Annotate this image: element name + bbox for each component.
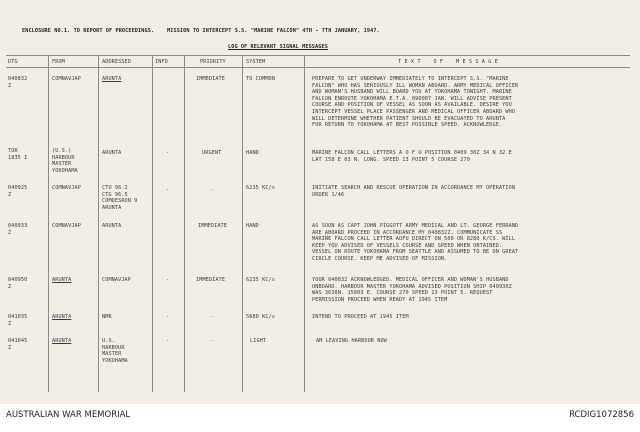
row-dtg: 041045 Z — [8, 338, 28, 351]
row-info: - — [166, 338, 170, 344]
row-system: 6235 KC/s — [246, 277, 276, 283]
row-addressed: ARUNTA — [102, 223, 122, 229]
row-addressed: ARUNTA — [102, 76, 122, 82]
row-from: COMNAVJAP — [52, 76, 82, 82]
row-priority: - — [210, 187, 214, 193]
row-system: HAND — [246, 223, 259, 229]
row-priority: IMMEDIATE — [196, 76, 226, 82]
row-system: HAND — [246, 150, 259, 156]
row-system: LIGHT — [250, 338, 267, 344]
row-from: (U.S.) HARBOUR MASTER YOKOHAMA — [52, 148, 78, 174]
row-system: 5680 KC/s — [246, 314, 276, 320]
heading-line-1: ENCLOSURE NO.1. TO REPORT OF PROCEEDINGS. MISSION TO INTERCEPT S.S. "MARINE FALCON" 4TH - 7TH JANUARY, 1947. — [22, 28, 380, 34]
row-info: - — [166, 187, 170, 193]
column-divider — [48, 55, 49, 392]
row-priority: URGENT — [202, 150, 222, 156]
column-divider — [184, 55, 185, 392]
row-priority: IMMEDIATE — [196, 277, 226, 283]
row-message-text: INITIATE SEARCH AND RESCUE OPERATION IN ACCORDANCE MY OPERATION ORDER 1/46 — [312, 185, 516, 198]
row-message-text: AS SOON AS CAPT JOHN PIGGOTT ARMY MEDICAL AND LT. GEORGE FERRAND ARE ABOARD PROCEED IN ACCORDANCE MY 040832Z. COMMUNICATE SS MARINE FALCON CALL LETTER AOFU DIRECT ON 500 OR 8280 K/CS. WILL KEEP YOU ADVISED OF VESSELS COURSE AND SPEED WHEN OBTAINED. VESSEL ON ROUTE YOKOHAMA FROM SEATTLE AND ASSUMED TO BE ON GREAT CIRCLE COURSE. KEEP ME ADVISED OF MISSION. — [312, 223, 519, 262]
footer-credit: AUSTRALIAN WAR MEMORIAL — [6, 410, 131, 420]
row-from: ARUNTA — [52, 277, 72, 283]
header-bottom-rule — [6, 67, 630, 68]
column-divider — [242, 55, 243, 392]
row-priority: - — [210, 314, 214, 320]
footer-record-id: RCDIG1072856 — [569, 410, 634, 420]
row-message-text: YOUR 040832 ACKNOWLEDGED. MEDICAL OFFICER AND WOMAN'S HUSBAND ONBOARD. HARBOUR MASTER YOKOHAMA ADVISED POSITION SHIP 040930Z WAS 3638N. 15803 E. COURSE 270 SPEED 13 POINT 5. REQUEST PERMISSION PROCEED WHEN READY AT 1945 ITEM — [312, 277, 512, 303]
row-priority: - — [210, 338, 214, 344]
column-divider — [152, 55, 153, 392]
col-header-system: SYSTEM — [246, 59, 266, 65]
row-message-text: AM LEAVING HARBOUR NOW — [316, 338, 387, 344]
col-header-priority: PRIORITY — [200, 59, 226, 65]
row-info: - — [166, 314, 170, 320]
row-addressed: U.S. HARBOUR MASTER YOKOHAMA — [102, 338, 128, 364]
heading-line-2: LOG OF RELEVANT SIGNAL MESSAGES — [228, 44, 328, 50]
row-message-text: INTEND TO PROCEED AT 1945 ITEM — [312, 314, 409, 320]
row-from: COMNAVJAP — [52, 223, 82, 229]
row-from: COMNAVJAP — [52, 185, 82, 191]
row-dtg: TOR 1835 I — [8, 148, 28, 161]
row-priority: IMMEDIATE — [198, 223, 228, 229]
row-addressed: COMNAVJAP — [102, 277, 132, 283]
row-dtg: 040832 Z — [8, 76, 28, 89]
column-divider — [98, 55, 99, 392]
col-header-addressed: ADDRESSED — [102, 59, 132, 65]
row-dtg: 040933 Z — [8, 223, 28, 236]
row-message-text: MARINE FALCON CALL LETTERS A O F U POSITION 0409 30Z 34 N 32 E LAT 158 E 03 N. LONG. SPEED 13 POINT 5 COURSE 270 — [312, 150, 512, 163]
row-from: ARUNTA — [52, 314, 72, 320]
row-addressed: ARUNTA — [102, 150, 122, 156]
row-system: TO COMMON — [246, 76, 276, 82]
table-top-rule — [6, 55, 630, 56]
row-dtg: 040950 Z — [8, 277, 28, 290]
row-system: 6235 KC/s — [246, 185, 276, 191]
row-addressed: CTU 96.2 CTG 96.5 COMDESRON 9 ARUNTA — [102, 185, 138, 211]
col-header-from: FROM — [52, 59, 65, 65]
col-header-info: INFO — [155, 59, 168, 65]
row-dtg: 040925 Z — [8, 185, 28, 198]
column-divider — [304, 55, 305, 392]
row-from: ARUNTA — [52, 338, 72, 344]
row-dtg: 041035 Z — [8, 314, 28, 327]
col-header-text: T E X T O F M E S S A G E — [398, 59, 498, 65]
col-header-dtg: DTG — [8, 59, 18, 65]
row-addressed: NMR — [102, 314, 112, 320]
row-info: - — [166, 150, 170, 156]
row-message-text: PREPARE TO GET UNDERWAY IMMEDIATELY TO INTERCEPT S.S. "MARINE FALCON" WHO HAS SERIOUSLY ILL WOMAN ABOARD. ARMY MEDICAL OFFICER AND WOMAN'S HUSBAND WILL BOARD YOU AT YOKOHAMA TONIGHT. MARINE FALCON ENROUTE YOKOHAMA E.T.A. 090007 JAN. WILL ADVISE PRESENT COURSE AND POSITION OF VESSEL AS SOON AS AVAILABLE. DESIRE YOU INTERCEPT VESSEL PLACE PASSENGER AND MEDICAL OFFICER ABOARD WHO WILL DETERMINE WHETHER PATIENT SHOULD BE EVACUATED TO ARUNTA FOR RETURN TO YOKOHAMA AT BEST POSSIBLE SPEED. ACKNOWLEDGE. — [312, 76, 519, 129]
row-info: - — [166, 277, 170, 283]
